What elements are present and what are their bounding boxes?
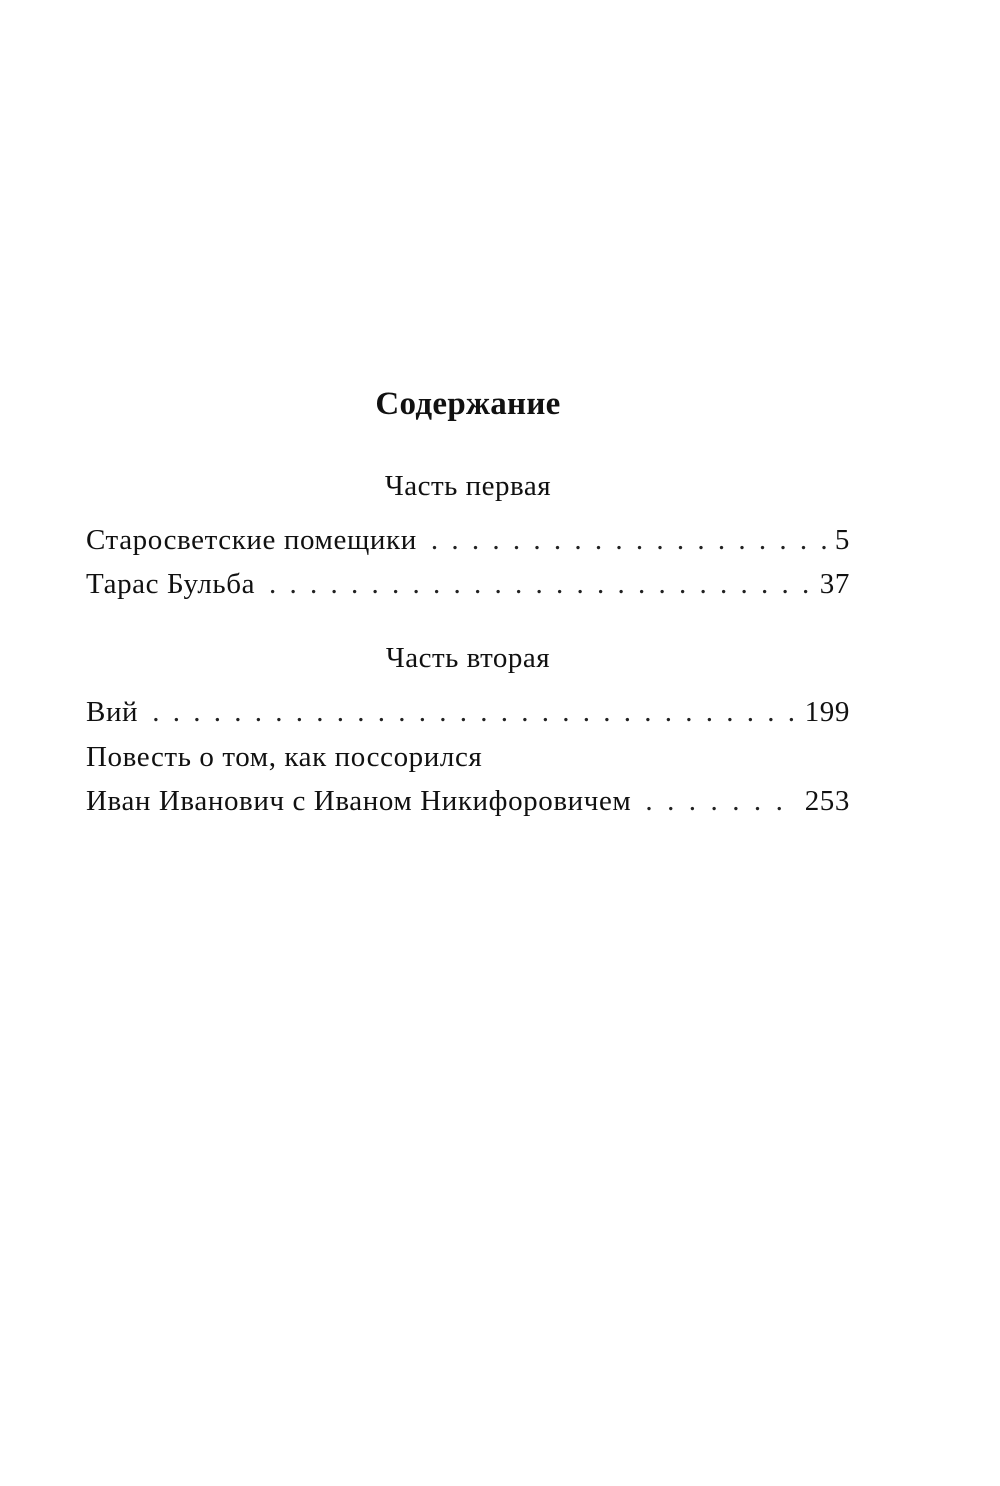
dot-leader: [269, 562, 812, 606]
toc-entry-page: 253: [804, 785, 850, 817]
toc-entry: [86, 690, 850, 734]
part-heading-second: Часть вторая: [385, 642, 551, 674]
toc-entry: [86, 735, 850, 823]
toc-entry-page: 199: [804, 696, 850, 728]
toc-section-first: [86, 518, 850, 606]
toc-entry-line2: [86, 779, 850, 823]
toc-entry-title: Старосветские помещики: [86, 524, 417, 556]
toc-entry-title: Вий: [86, 696, 139, 728]
dot-leader: [431, 518, 827, 562]
toc-entry: [86, 518, 850, 562]
dot-leader: [645, 779, 796, 823]
page-title: Содержание: [375, 386, 561, 422]
toc-entry-title: Тарас Бульба: [86, 568, 256, 600]
dot-leader: [152, 690, 797, 734]
toc-entry-title-line2: Иван Иванович с Иваном Никифоровичем: [86, 785, 632, 817]
part-heading-first: Часть первая: [384, 470, 552, 502]
toc-section-second: [86, 690, 850, 823]
toc-entry-page: 37: [819, 568, 850, 600]
toc-entry: [86, 562, 850, 606]
toc-entry-page: 5: [834, 524, 850, 556]
toc-entry-title-line1: Повесть о том, как поссорился: [86, 741, 483, 773]
